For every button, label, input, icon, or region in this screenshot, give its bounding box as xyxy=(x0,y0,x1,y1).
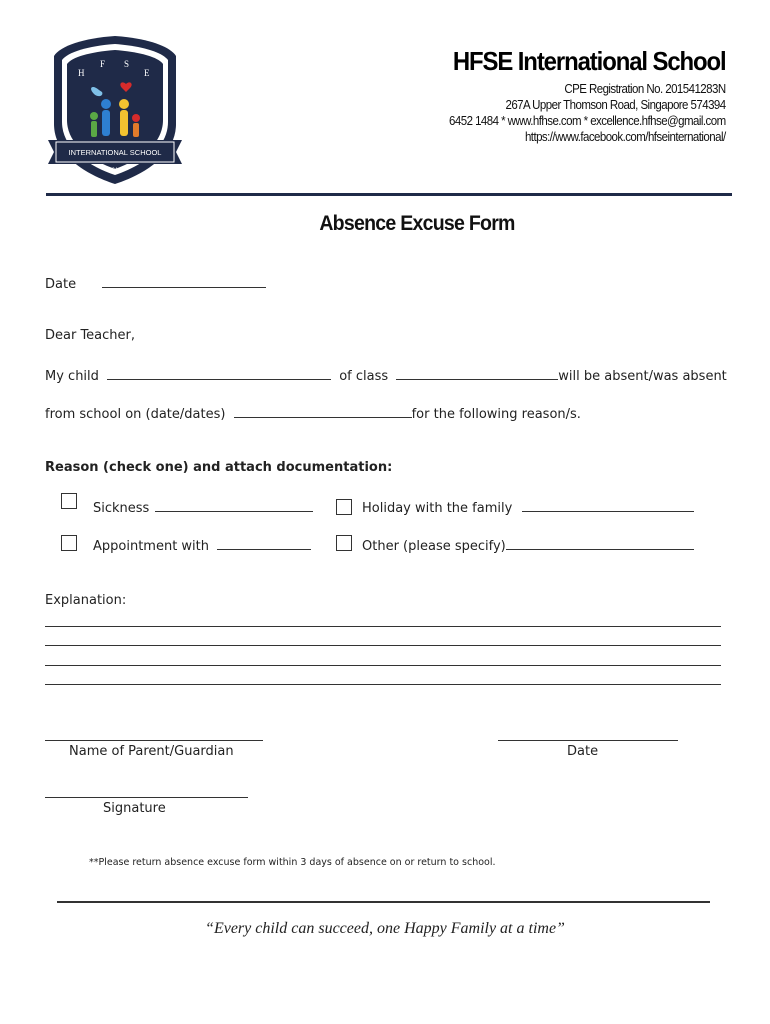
footer-divider xyxy=(57,901,710,903)
sickness-checkbox[interactable] xyxy=(61,493,77,509)
reason-appointment xyxy=(93,536,311,554)
child-name-field[interactable] xyxy=(107,366,331,380)
sign-date-line[interactable] xyxy=(498,740,678,741)
sickness-field[interactable] xyxy=(155,498,313,512)
reason-holiday xyxy=(362,498,694,516)
parent-name-line[interactable] xyxy=(45,740,263,741)
reason-heading: Reason (check one) and attach documentation: xyxy=(45,460,393,475)
appointment-label: Appointment with xyxy=(93,539,210,554)
child-row xyxy=(45,366,727,384)
crest-year: 2015 xyxy=(108,168,122,174)
dates-row xyxy=(45,404,581,422)
school-address: 267A Upper Thomson Road, Singapore 574394 xyxy=(505,98,726,112)
school-header xyxy=(425,46,726,145)
explanation-line[interactable] xyxy=(45,645,721,646)
holiday-field[interactable] xyxy=(522,498,694,512)
holiday-checkbox[interactable] xyxy=(336,499,352,515)
signature-line[interactable] xyxy=(45,797,248,798)
school-name: HFSE International School xyxy=(453,46,726,76)
sickness-label: Sickness xyxy=(93,501,150,516)
date-row xyxy=(45,274,266,292)
return-note: **Please return absence excuse form within 3 days of absence on or return to school. xyxy=(89,857,496,868)
form-title: Absence Excuse Form xyxy=(319,212,515,235)
crest-letter: E xyxy=(144,68,150,78)
crest-letter: H xyxy=(78,68,85,78)
signature-label: Signature xyxy=(103,801,166,816)
parent-label: Name of Parent/Guardian xyxy=(69,744,234,759)
crest-banner-text: INTERNATIONAL SCHOOL xyxy=(68,148,162,157)
school-motto: “Every child can succeed, one Happy Family at a time” xyxy=(205,920,565,937)
class-field[interactable] xyxy=(396,366,558,380)
other-field[interactable] xyxy=(506,536,694,550)
date-field[interactable] xyxy=(102,274,266,288)
from-school-label: from school on (date/dates) xyxy=(45,407,226,422)
sign-date-label: Date xyxy=(567,744,599,759)
reason-other xyxy=(362,536,694,554)
holiday-label: Holiday with the family xyxy=(362,501,513,516)
appointment-field[interactable] xyxy=(217,536,311,550)
explanation-line[interactable] xyxy=(45,665,721,666)
will-be-absent-label: will be absent/was absent xyxy=(558,369,727,384)
crest-letter: S xyxy=(124,59,130,69)
my-child-label: My child xyxy=(45,369,99,384)
date-label: Date xyxy=(45,277,77,292)
school-facebook: https://www.facebook.com/hfseinternational/ xyxy=(525,130,726,144)
crest-letter: F xyxy=(100,59,106,69)
other-checkbox[interactable] xyxy=(336,535,352,551)
registration-number: CPE Registration No. 201541283N xyxy=(564,82,726,96)
appointment-checkbox[interactable] xyxy=(61,535,77,551)
school-crest-icon xyxy=(44,32,186,188)
absence-dates-field[interactable] xyxy=(234,404,412,418)
of-class-label: of class xyxy=(339,369,389,384)
school-contact: 6452 1484 * www.hfhse.com * excellence.hfhse@gmail.com xyxy=(449,114,726,128)
other-label: Other (please specify) xyxy=(362,539,506,554)
explanation-line[interactable] xyxy=(45,684,721,685)
explanation-label: Explanation: xyxy=(45,593,127,608)
reason-sickness xyxy=(93,498,313,516)
explanation-line[interactable] xyxy=(45,626,721,627)
header-divider xyxy=(46,193,732,196)
following-reason-label: for the following reason/s. xyxy=(411,407,581,422)
greeting: Dear Teacher, xyxy=(45,328,136,343)
